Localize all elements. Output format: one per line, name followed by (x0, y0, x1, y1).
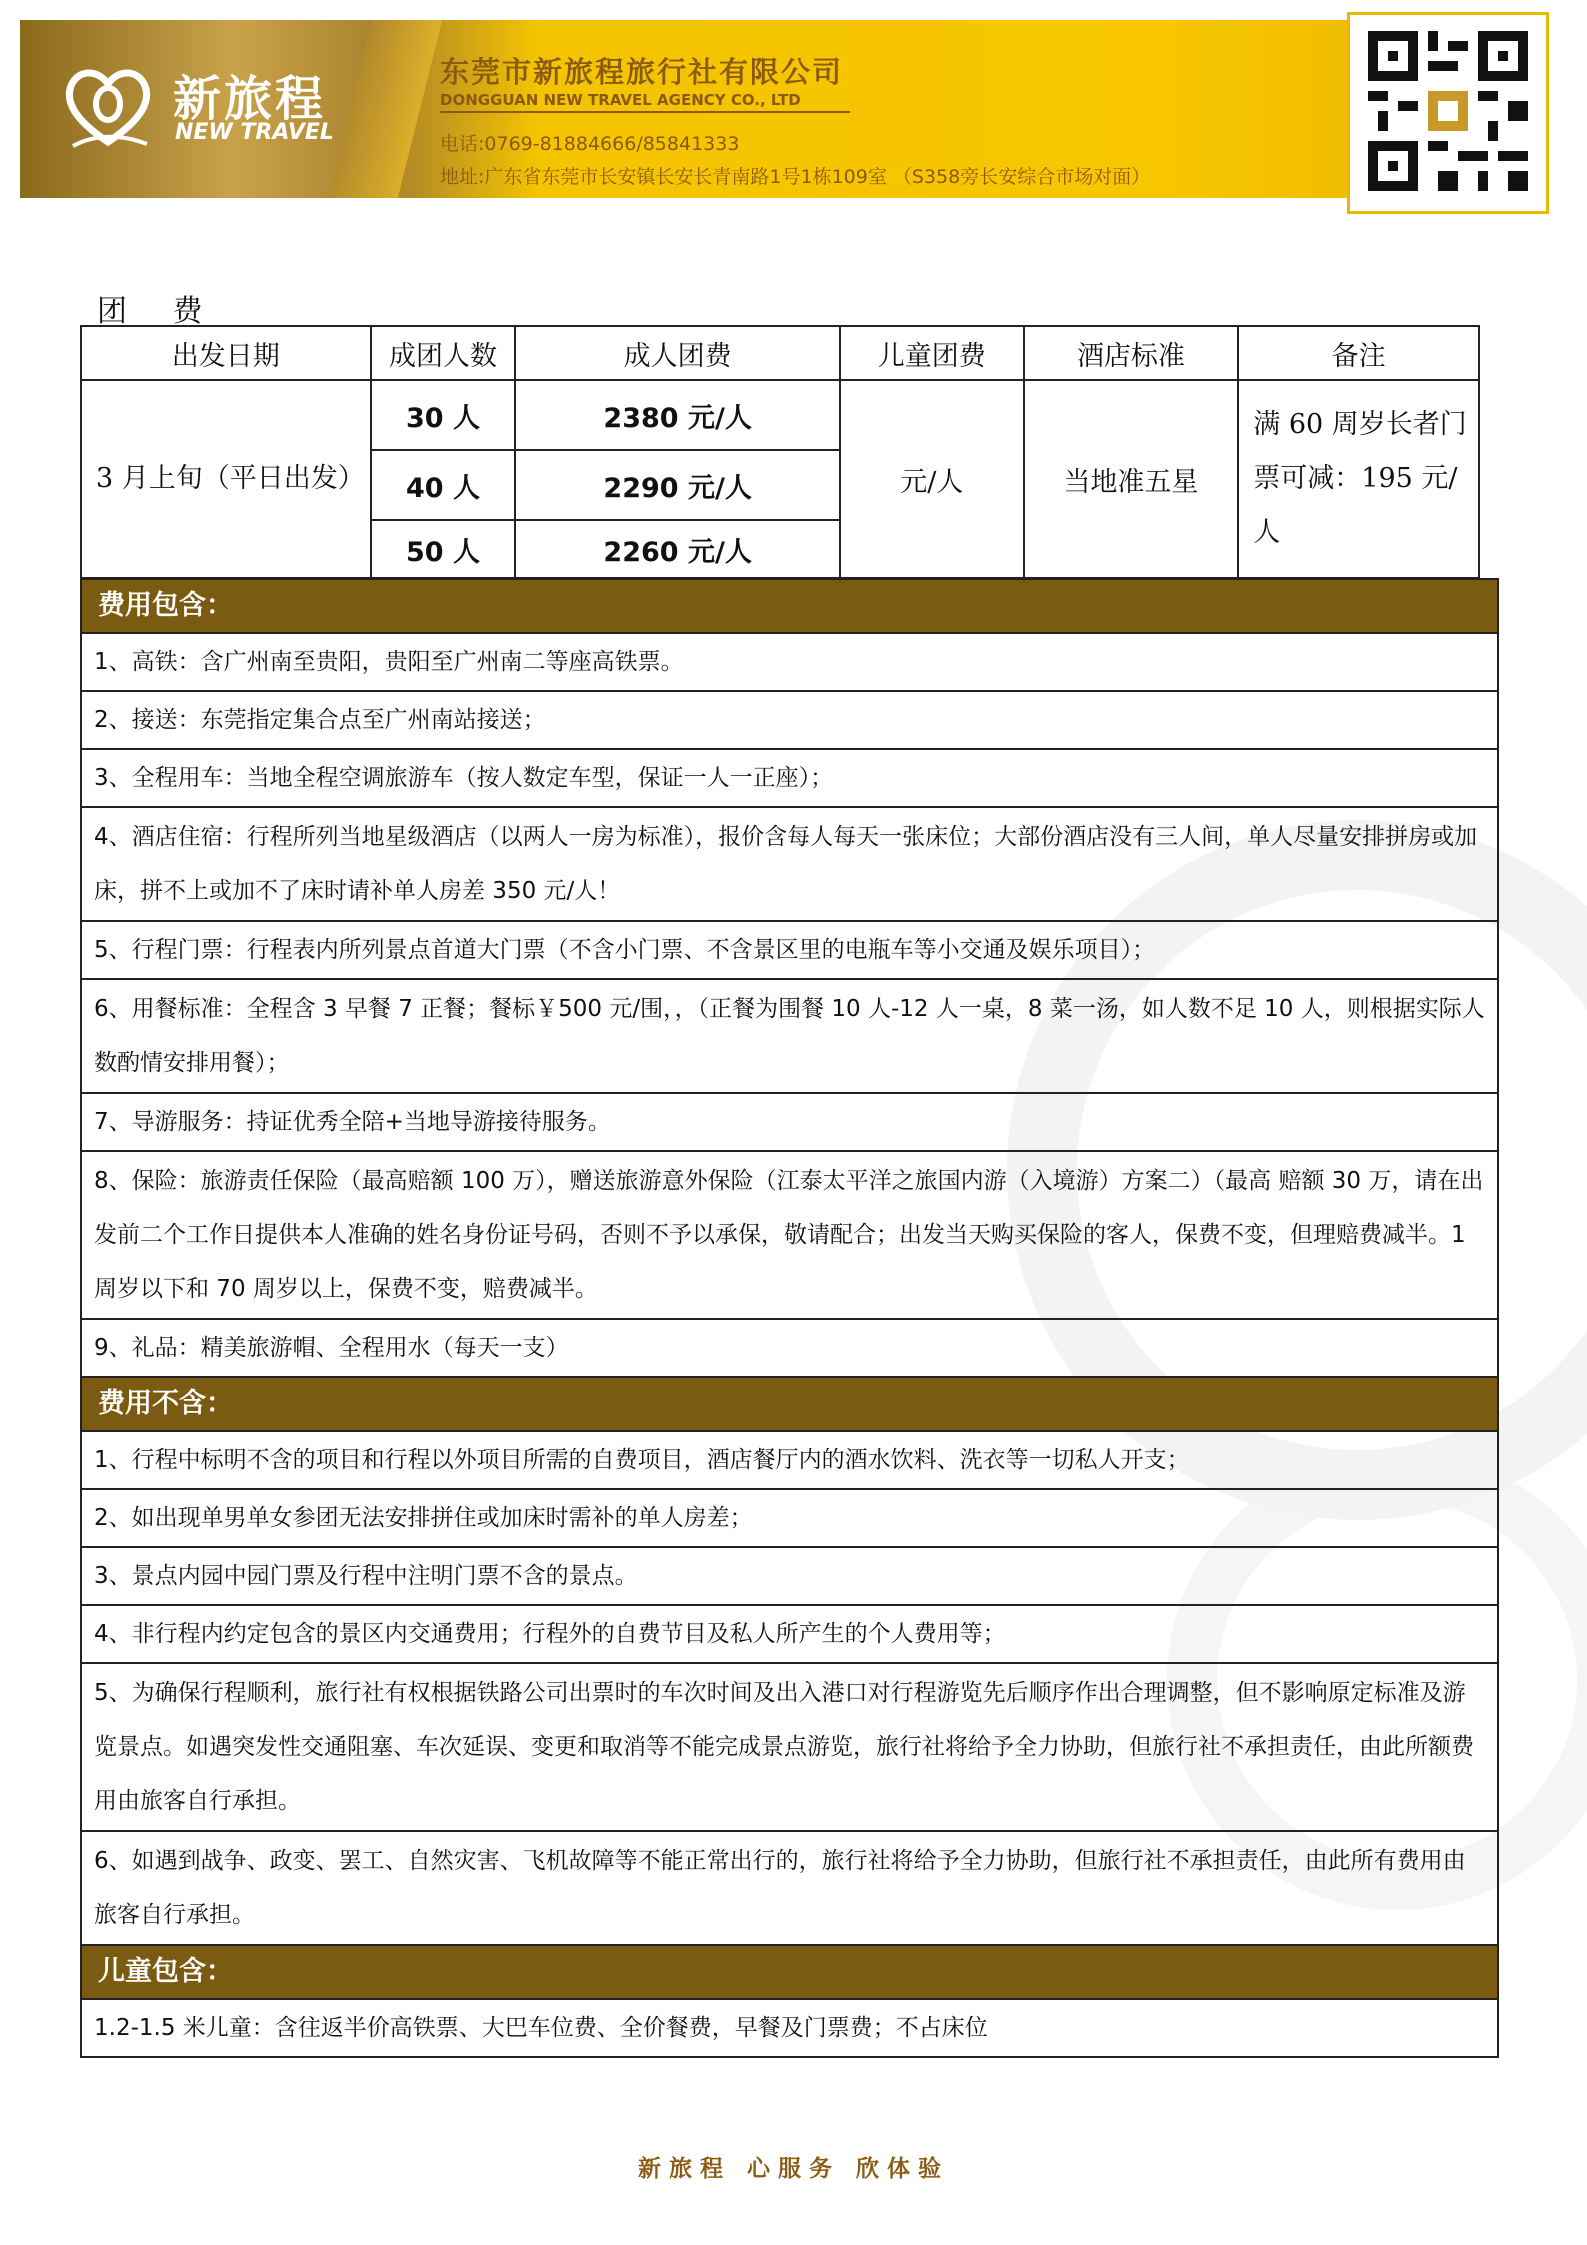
table-row (81, 380, 1479, 450)
company-info (440, 50, 1150, 189)
list-item: 5、行程门票：行程表内所列景点首道大门票（不含小门票、不含景区里的电瓶车等小交通及娱乐项目）； (82, 920, 1497, 978)
list-item: 1.2-1.5 米儿童：含往返半价高铁票、大巴车位费、全价餐费，早餐及门票费；不占床位 (82, 1998, 1497, 2056)
company-name-en: DONGGUAN NEW TRAVEL AGENCY CO., LTD (440, 91, 850, 113)
qr-code-icon (1368, 31, 1528, 191)
list-item: 4、非行程内约定包含的景区内交通费用；行程外的自费节目及私人所产生的个人费用等； (82, 1604, 1497, 1662)
adult-price-cell: 2380 元/人 (515, 380, 840, 450)
list-item: 1、行程中标明不含的项目和行程以外项目所需的自费项目，酒店餐厅内的酒水饮料、洗衣等一切私人开支； (82, 1430, 1497, 1488)
child-price-cell: 元/人 (840, 380, 1024, 578)
price-table-header-row (81, 326, 1479, 380)
header-group-size: 成团人数 (371, 326, 516, 380)
adult-price-cell: 2260 元/人 (515, 520, 840, 578)
qr-code (1347, 12, 1549, 214)
group-size-cell: 50 人 (371, 520, 516, 578)
group-size-cell: 30 人 (371, 380, 516, 450)
remarks-cell: 满 60 周岁长者门票可减：195 元/人 (1238, 380, 1479, 578)
list-item: 9、礼品：精美旅游帽、全程用水（每天一支） (82, 1318, 1497, 1376)
hotel-standard-cell: 当地准五星 (1024, 380, 1239, 578)
list-item: 6、用餐标准：全程含 3 早餐 7 正餐；餐标￥500 元/围，，（正餐为围餐 10 人-12 人一桌，8 菜一汤，如人数不足 10 人，则根据实际人数酌情安排用餐）； (82, 978, 1497, 1092)
list-item: 1、高铁：含广州南至贵阳，贵阳至广州南二等座高铁票。 (82, 632, 1497, 690)
fee-details-block (80, 578, 1499, 2058)
logo-text-cn: 新旅程 (173, 71, 327, 127)
list-item: 8、保险：旅游责任保险（最高赔额 100 万），赠送旅游意外保险（江泰太平洋之旅国内游（入境游）方案二）（最高 赔额 30 万，请在出发前二个工作日提供本人准确的姓名身份证号码，否则不予以承保，敬请配合；出发当天购买保险的客人，保费不变，但理赔费减半。1 周岁以下和 70 周岁以上，保费不变，赔费减半。 (82, 1150, 1497, 1318)
price-table (80, 325, 1480, 579)
letterhead-banner (20, 20, 1545, 198)
fee-included-title: 费用包含： (82, 578, 1497, 632)
logo-text-en: NEW TRAVEL (175, 120, 334, 145)
header-remarks: 备注 (1238, 326, 1479, 380)
children-included-title: 儿童包含： (82, 1944, 1497, 1998)
list-item: 4、酒店住宿：行程所列当地星级酒店（以两人一房为标准），报价含每人每天一张床位；大部份酒店没有三人间，单人尽量安排拼房或加床，拼不上或加不了床时请补单人房差 350 元/人！ (82, 806, 1497, 920)
header-adult-fee: 成人团费 (515, 326, 840, 380)
list-item: 3、景点内园中园门票及行程中注明门票不含的景点。 (82, 1546, 1497, 1604)
header-child-fee: 儿童团费 (840, 326, 1024, 380)
company-phone: 电话:0769-81884666/85841333 (440, 133, 740, 155)
departure-date-cell: 3 月上旬（平日出发） (81, 380, 371, 578)
section-title-group-fee: 团 费 (97, 294, 221, 329)
heart-logo-icon (65, 64, 151, 148)
company-name-cn: 东莞市新旅程旅行社有限公司 (440, 55, 844, 89)
banner-slant-decoration (328, 20, 442, 198)
adult-price-cell: 2290 元/人 (515, 450, 840, 520)
fee-excluded-title: 费用不含： (82, 1376, 1497, 1430)
header-departure-date: 出发日期 (81, 326, 371, 380)
list-item: 2、如出现单男单女参团无法安排拼住或加床时需补的单人房差； (82, 1488, 1497, 1546)
list-item: 6、如遇到战争、政变、罢工、自然灾害、飞机故障等不能正常出行的，旅行社将给予全力协助，但旅行社不承担责任，由此所有费用由旅客自行承担。 (82, 1830, 1497, 1944)
footer-slogan: 新旅程 心服务 欣体验 (637, 2156, 949, 2182)
list-item: 2、接送：东莞指定集合点至广州南站接送； (82, 690, 1497, 748)
company-address: 地址:广东省东莞市长安镇长安长青南路1号1栋109室 （S358旁长安综合市场对面） (440, 166, 1151, 188)
group-size-cell: 40 人 (371, 450, 516, 520)
list-item: 3、全程用车：当地全程空调旅游车（按人数定车型，保证一人一正座）； (82, 748, 1497, 806)
header-hotel-standard: 酒店标准 (1024, 326, 1239, 380)
list-item: 7、导游服务：持证优秀全陪+当地导游接待服务。 (82, 1092, 1497, 1150)
list-item: 5、为确保行程顺利，旅行社有权根据铁路公司出票时的车次时间及出入港口对行程游览先后顺序作出合理调整，但不影响原定标准及游览景点。如遇突发性交通阻塞、车次延误、变更和取消等不能完成景点游览，旅行社将给予全力协助，但旅行社不承担责任，由此所额费用由旅客自行承担。 (82, 1662, 1497, 1830)
